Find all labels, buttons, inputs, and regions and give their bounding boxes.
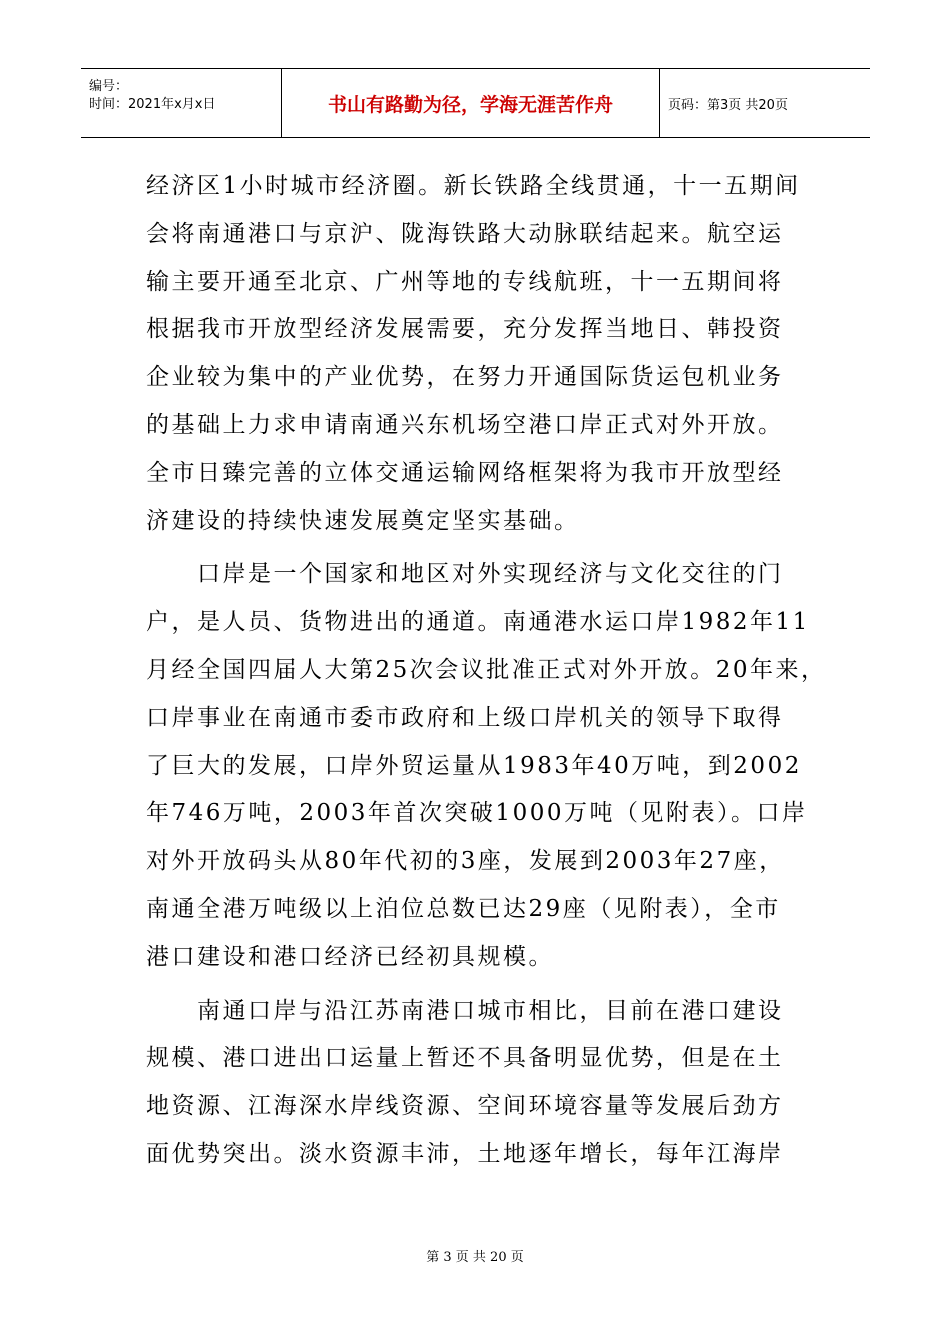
text-line: 南通口岸与沿江苏南港口城市相比，目前在港口建设 [146, 997, 784, 1024]
motto-text: 书山有路勤为径，学海无涯苦作舟 [327, 93, 613, 116]
page-header [81, 68, 870, 138]
text-line: 月经全国四届人大第25次会议批准正式对外开放。20年来， [146, 656, 827, 683]
text-line: 企业较为集中的产业优势，在努力开通国际货运包机业务 [146, 364, 784, 391]
text-line: 地资源、江海深水岸线资源、空间环境容量等发展后劲方 [146, 1093, 784, 1120]
text-line: 根据我市开放型经济发展需要，充分发挥当地日、韩投资 [146, 316, 784, 343]
text-line: 济建设的持续快速发展奠定坚实基础。 [146, 507, 580, 534]
text-line: 全市日臻完善的立体交通运输网络框架将为我市开放型经 [146, 459, 784, 486]
text-line: 年746万吨，2003年首次突破1000万吨（见附表）。口岸 [146, 800, 808, 827]
header-meta-cell [81, 69, 282, 137]
text-line: 户，是人员、货物进出的通道。南通港水运口岸1982年11 [146, 609, 810, 636]
text-line: 口岸事业在南通市委市政府和上级口岸机关的领导下取得 [146, 704, 784, 731]
page-footer: 第 3 页 共 20 页 [426, 1250, 524, 1265]
text-line: 经济区1小时城市经济圈。新长铁路全线贯通，十一五期间 [146, 173, 801, 199]
text-line: 口岸是一个国家和地区对外实现经济与文化交往的门 [146, 561, 784, 588]
text-line: 港口建设和港口经济已经初具规模。 [146, 943, 554, 970]
page-info: 页码：第3页 共20页 [668, 97, 788, 113]
serial-number-label: 编号： [89, 79, 129, 94]
document-body [146, 166, 827, 1182]
time-label: 时间：2021年x月x日 [89, 97, 216, 112]
text-line: 了巨大的发展，口岸外贸运量从1983年40万吨，到2002 [146, 752, 802, 779]
text-line: 面优势突出。淡水资源丰沛，土地逐年增长，每年江海岸 [146, 1140, 784, 1167]
header-motto-cell [282, 69, 660, 137]
text-line: 输主要开通至北京、广州等地的专线航班，十一五期间将 [146, 268, 784, 295]
text-line: 会将南通港口与京沪、陇海铁路大动脉联结起来。航空运 [146, 220, 784, 247]
text-line: 南通全港万吨级以上泊位总数已达29座（见附表），全市 [146, 895, 781, 922]
text-line: 对外开放码头从80年代初的3座，发展到2003年27座， [146, 848, 785, 875]
header-page-cell [660, 69, 870, 137]
text-line: 的基础上力求申请南通兴东机场空港口岸正式对外开放。 [146, 411, 784, 438]
text-line: 规模、港口进出口运量上暂还不具备明显优势，但是在土 [146, 1045, 784, 1072]
